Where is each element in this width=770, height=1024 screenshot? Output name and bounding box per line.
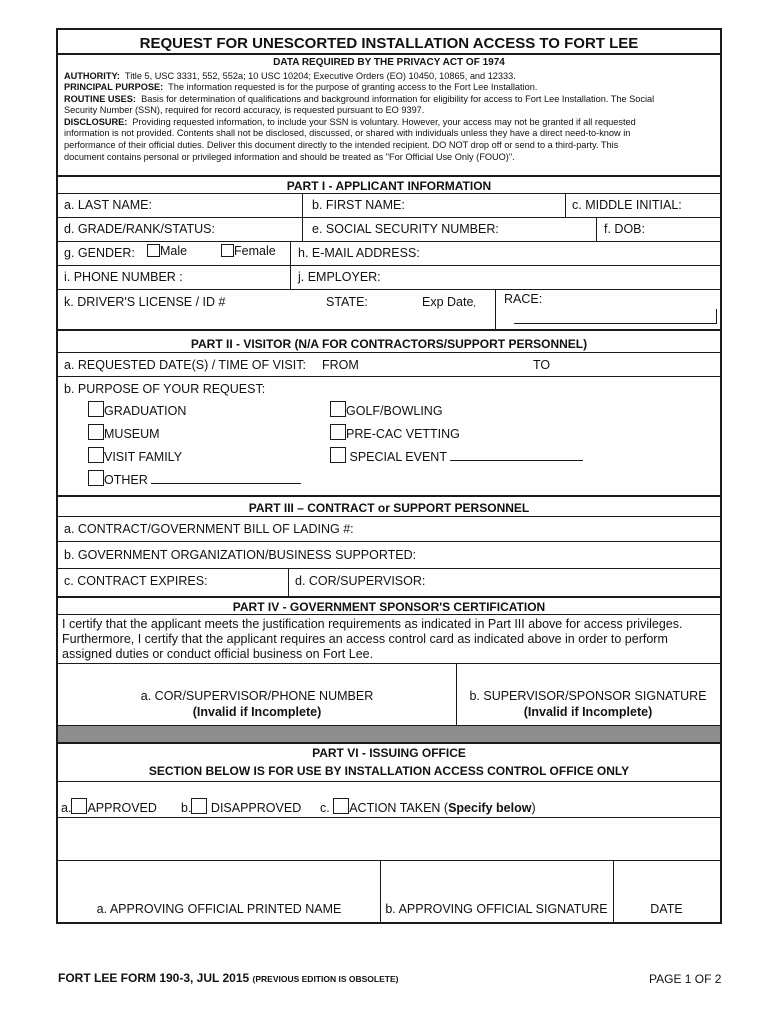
museum-label: MUSEUM (104, 427, 160, 441)
requested-dates-label[interactable]: a. REQUESTED DATE(S) / TIME OF VISIT: (64, 358, 306, 372)
divider (302, 217, 303, 241)
form-title: REQUEST FOR UNESCORTED INSTALLATION ACCESS TO FORT LEE (139, 35, 639, 52)
first-name-label[interactable]: b. FIRST NAME: (312, 198, 405, 212)
disapproved-checkbox[interactable] (191, 798, 207, 814)
authority-text: Title 5, USC 3331, 552, 552a; 10 USC 10204; Executive Orders (EO) 10450, 10865, and 12333. (124, 71, 516, 81)
disapproved-label: DISAPPROVED (210, 801, 302, 815)
approving-official-name-label[interactable]: a. APPROVING OFFICIAL PRINTED NAME (96, 902, 342, 916)
cor-label[interactable]: d. COR/SUPERVISOR: (295, 574, 426, 588)
divider (58, 516, 720, 517)
divider (495, 289, 496, 329)
divider (58, 817, 720, 818)
divider (58, 352, 720, 353)
disapproved-option[interactable] (181, 798, 301, 815)
part6-heading: PART VI - ISSUING OFFICE (312, 746, 466, 760)
form-frame (56, 28, 722, 924)
approved-prefix: a. (61, 801, 72, 815)
sponsor-signature-note: (Invalid if Incomplete) (523, 705, 653, 719)
contract-expires-label[interactable]: c. CONTRACT EXPIRES: (64, 574, 208, 588)
visit-family-label: VISIT FAMILY (104, 450, 183, 464)
divider (290, 241, 291, 265)
disclosure-text-4: document contains personal or privileged information and should be treated as "For Official Use Only (FOUO)". (64, 152, 515, 162)
special-event-checkbox[interactable] (330, 447, 346, 463)
divider (288, 568, 289, 596)
museum-checkbox[interactable] (88, 424, 104, 440)
pre-cac-checkbox[interactable] (330, 424, 346, 440)
cert-text-2: Furthermore, I certify that the applicant requires an access control card as indicated above in order to perform (62, 632, 668, 646)
middle-initial-label[interactable]: c. MIDDLE INITIAL: (572, 198, 682, 212)
special-event-label: SPECIAL EVENT (349, 450, 447, 464)
action-close: ) (531, 801, 536, 815)
authority-line (64, 71, 516, 82)
purpose-label: b. PURPOSE OF YOUR REQUEST: (64, 382, 266, 396)
action-label: ACTION TAKEN ( (349, 801, 449, 815)
org-supported-label[interactable]: b. GOVERNMENT ORGANIZATION/BUSINESS SUPPORTED: (64, 548, 417, 562)
divider (58, 568, 720, 569)
part6-subheading: SECTION BELOW IS FOR USE BY INSTALLATION ACCESS CONTROL OFFICE ONLY (148, 764, 630, 778)
cert-text-1: I certify that the applicant meets the justification requirements as indicated in Part III above for access privileges. (62, 617, 683, 631)
from-label[interactable]: FROM (322, 358, 359, 372)
action-option[interactable] (320, 798, 536, 815)
authority-label: AUTHORITY: (64, 71, 120, 81)
female-checkbox[interactable] (221, 244, 234, 257)
employer-label[interactable]: j. EMPLOYER: (298, 270, 381, 284)
routine-text: Basis for determination of qualifications and background information for eligibility for access to Fort Lee Installation. The Social (141, 94, 655, 104)
race-label[interactable]: RACE: (504, 292, 543, 306)
visit-family-option[interactable] (88, 447, 182, 464)
last-name-label[interactable]: a. LAST NAME: (64, 198, 152, 212)
divider (58, 329, 720, 331)
special-event-field[interactable] (450, 449, 583, 461)
routine-text-2: Security Number (SSN), required for record accuracy, is requested pursuant to EO 9397. (64, 105, 425, 115)
divider (596, 217, 597, 241)
cert-text-3: assigned duties or conduct official business on Fort Lee. (62, 647, 374, 661)
phone-label[interactable]: i. PHONE NUMBER : (64, 270, 183, 284)
action-specify: Specify below (448, 801, 532, 815)
disclosure-label: DISCLOSURE: (64, 117, 128, 127)
special-event-option[interactable] (330, 447, 583, 464)
disclosure-line (64, 117, 636, 128)
golf-checkbox[interactable] (330, 401, 346, 417)
approved-checkbox[interactable] (71, 798, 87, 814)
approved-label: APPROVED (87, 801, 157, 815)
obsolete-note: (PREVIOUS EDITION IS OBSOLETE) (252, 974, 399, 984)
disapproved-prefix: b. (181, 801, 192, 815)
disclosure-text-3: performance of their official duties. Deliver this document directly to the intended recipient. DO NOT drop off or send to a third-party. This (64, 140, 619, 150)
male-checkbox[interactable] (147, 244, 160, 257)
purpose-line (64, 82, 537, 93)
other-label: OTHER (104, 473, 148, 487)
ssn-label[interactable]: e. SOCIAL SECURITY NUMBER: (312, 222, 499, 236)
divider (58, 289, 720, 290)
purpose-text: The information requested is for the purpose of granting access to the Fort Lee Installation. (168, 82, 538, 92)
email-label[interactable]: h. E-MAIL ADDRESS: (298, 246, 420, 260)
other-field[interactable] (151, 472, 301, 484)
divider (58, 781, 720, 782)
male-option[interactable] (147, 244, 187, 258)
part1-heading: PART I - APPLICANT INFORMATION (286, 179, 492, 193)
divider (58, 193, 720, 194)
approval-date-label[interactable]: DATE (650, 902, 683, 916)
gender-label: g. GENDER: (64, 246, 135, 260)
license-label[interactable]: k. DRIVER'S LICENSE / ID # (64, 295, 226, 309)
disclosure-text-2: information is not provided. Contents shall not be disclosed, discussed, or shared with individuals unless they have a direct need-to-know in (64, 128, 631, 138)
purpose-label: PRINCIPAL PURPOSE: (64, 82, 164, 92)
grade-label[interactable]: d. GRADE/RANK/STATUS: (64, 222, 215, 236)
divider (302, 193, 303, 217)
approved-option[interactable] (61, 798, 157, 815)
action-prefix: c. (320, 801, 330, 815)
shaded-separator (58, 726, 720, 742)
divider (290, 265, 291, 289)
graduation-checkbox[interactable] (88, 401, 104, 417)
approving-official-signature-label[interactable]: b. APPROVING OFFICIAL SIGNATURE (385, 902, 608, 916)
divider (58, 541, 720, 542)
graduation-option[interactable] (88, 401, 186, 418)
exp-date-text: Exp Date (422, 295, 474, 309)
part3-heading: PART III – CONTRACT or SUPPORT PERSONNEL (248, 501, 530, 515)
routine-label: ROUTINE USES: (64, 94, 136, 104)
female-option[interactable] (221, 244, 276, 258)
divider (58, 376, 720, 377)
form-id (58, 971, 398, 985)
disclosure-text: Providing requested information, to include your SSN is voluntary. However, your access may not be granted if all requested (132, 117, 636, 127)
other-checkbox[interactable] (88, 470, 104, 486)
divider (58, 217, 720, 218)
pre-cac-option[interactable] (330, 424, 460, 441)
other-option[interactable] (88, 470, 301, 487)
action-checkbox[interactable] (333, 798, 349, 814)
form-id-text: FORT LEE FORM 190-3, JUL 2015 (58, 971, 250, 985)
divider (58, 265, 720, 266)
privacy-heading: DATA REQUIRED BY THE PRIVACY ACT OF 1974 (273, 57, 505, 68)
visit-family-checkbox[interactable] (88, 447, 104, 463)
golf-option[interactable] (330, 401, 443, 418)
divider (58, 860, 720, 861)
routine-line (64, 94, 654, 105)
exp-date-label[interactable]: Exp Date, (422, 295, 476, 309)
graduation-label: GRADUATION (104, 404, 187, 418)
male-label: Male (160, 244, 188, 258)
golf-label: GOLF/BOWLING (346, 404, 443, 418)
dob-label[interactable]: f. DOB: (604, 222, 645, 236)
part4-heading: PART IV - GOVERNMENT SPONSOR'S CERTIFICATION (232, 600, 546, 614)
female-label: Female (234, 244, 276, 258)
part2-heading: PART II - VISITOR (N/A FOR CONTRACTORS/SUPPORT PERSONNEL) (190, 337, 588, 351)
bill-of-lading-label[interactable]: a. CONTRACT/GOVERNMENT BILL OF LADING #: (64, 522, 354, 536)
divider (58, 53, 720, 55)
divider (565, 193, 566, 217)
cor-phone-note: (Invalid if Incomplete) (192, 705, 322, 719)
race-field[interactable] (514, 309, 717, 324)
cor-phone-label[interactable]: a. COR/SUPERVISOR/PHONE NUMBER (140, 689, 374, 703)
divider (58, 663, 720, 664)
divider (58, 175, 720, 177)
divider (58, 614, 720, 615)
page-number: PAGE 1 OF 2 (649, 972, 722, 986)
to-label[interactable]: TO (533, 358, 551, 372)
divider (58, 596, 720, 598)
divider (58, 495, 720, 497)
sponsor-signature-label[interactable]: b. SUPERVISOR/SPONSOR SIGNATURE (469, 689, 707, 703)
divider (58, 742, 720, 744)
pre-cac-label: PRE-CAC VETTING (346, 427, 460, 441)
museum-option[interactable] (88, 424, 160, 441)
state-label[interactable]: STATE: (326, 295, 368, 309)
divider (58, 241, 720, 242)
